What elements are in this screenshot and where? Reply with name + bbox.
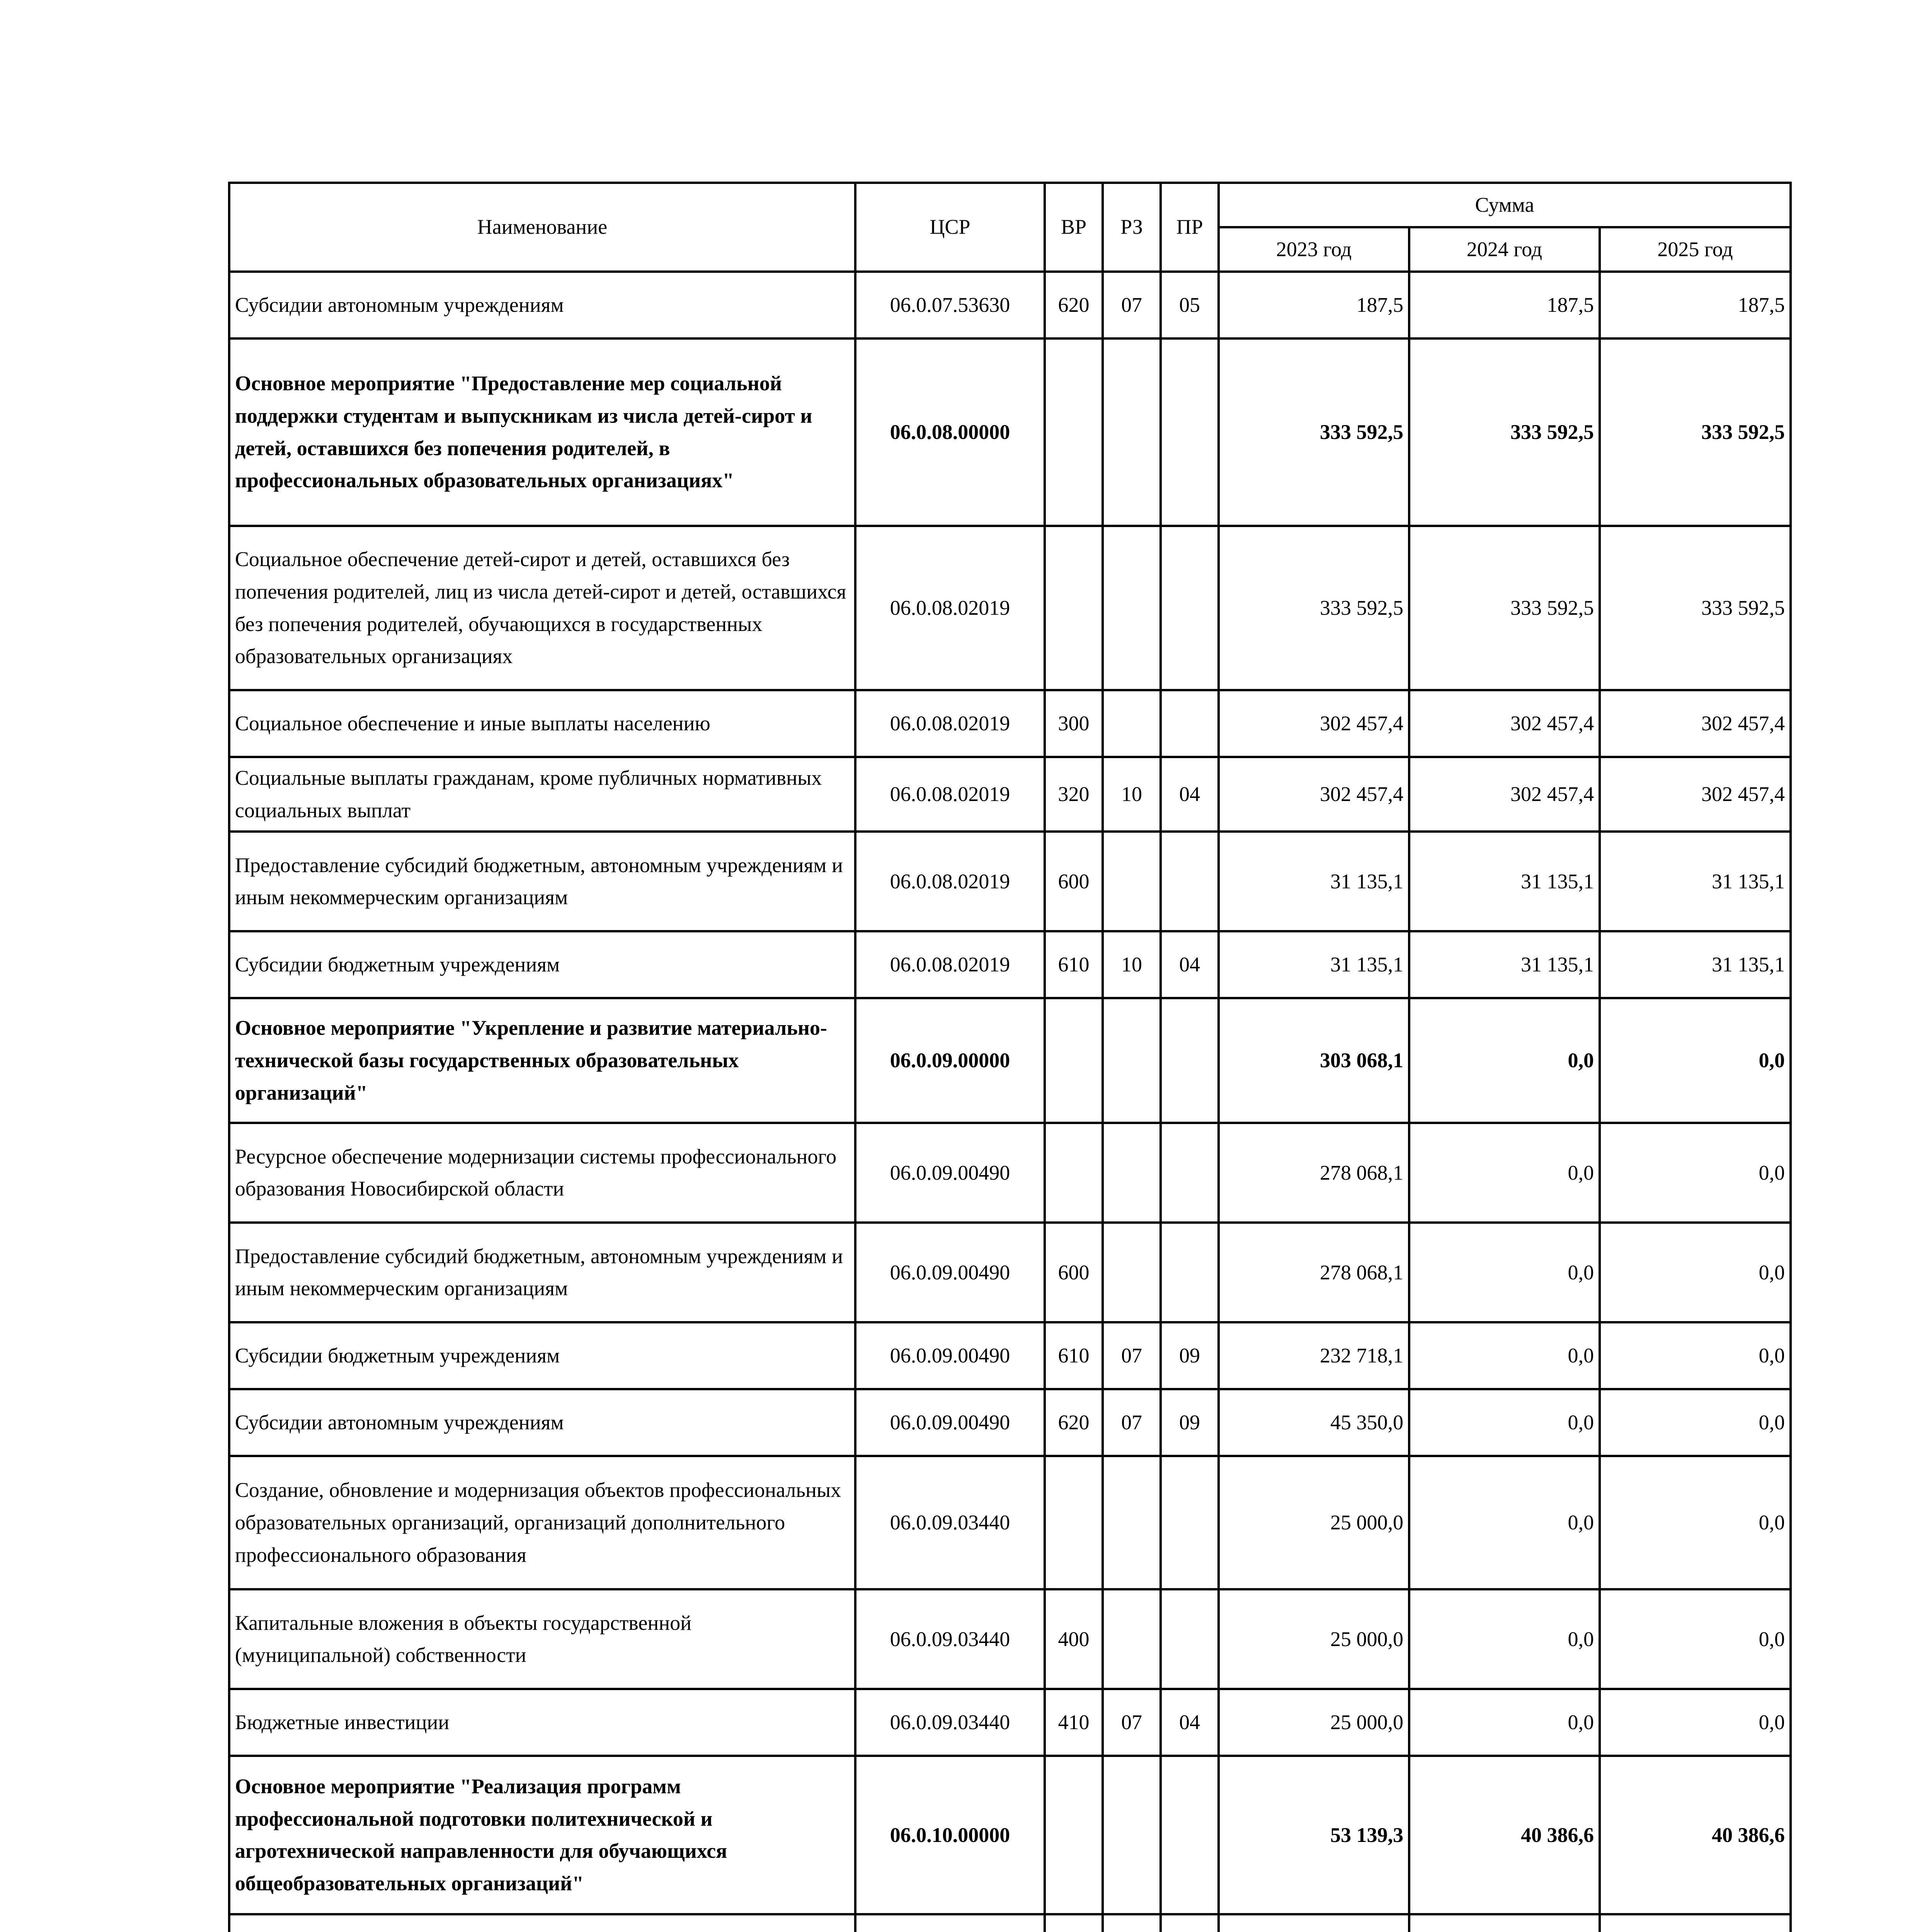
header-sum: Сумма: [1219, 183, 1791, 227]
table-row: [229, 690, 1791, 757]
row-sum-2025: 31 135,1: [1600, 832, 1791, 931]
row-sum-2023: 31 135,1: [1219, 931, 1409, 998]
row-rz: 07: [1103, 1389, 1161, 1456]
row-sum-2025: 0,0: [1600, 1689, 1791, 1756]
row-sum-2024: 0,0: [1409, 998, 1600, 1123]
row-name: Капитальные вложения в объекты государственной (муниципальной) собственности: [229, 1589, 855, 1689]
row-sum-2025: 40 386,6: [1600, 1756, 1791, 1914]
table-row: [229, 1123, 1791, 1223]
row-vr: 600: [1045, 832, 1103, 931]
row-pr: [1161, 1223, 1219, 1322]
row-pr: [1161, 1914, 1219, 1932]
header-pr: ПР: [1161, 183, 1219, 272]
row-sum-2024: 0,0: [1409, 1689, 1600, 1756]
row-name: Основное мероприятие "Предоставление мер социальной поддержки студентам и выпускникам из числа детей-сирот и детей, оставшихся без попечения родителей, в профессиональных образовательных организациях": [229, 338, 855, 526]
row-sum-2023: 187,5: [1219, 272, 1409, 338]
row-sum-2023: 25 000,0: [1219, 1689, 1409, 1756]
row-sum-2024: 0,0: [1409, 1322, 1600, 1389]
row-rz: [1103, 526, 1161, 690]
header-vr: ВР: [1045, 183, 1103, 272]
table-row: [229, 1456, 1791, 1589]
row-sum-2025: 0,0: [1600, 1456, 1791, 1589]
row-sum-2023: 278 068,1: [1219, 1223, 1409, 1322]
row-sum-2023: 278 068,1: [1219, 1123, 1409, 1223]
row-vr: 610: [1045, 1322, 1103, 1389]
table-row: [229, 272, 1791, 338]
row-sum-2025: [1600, 1914, 1791, 1932]
table-row: [229, 1389, 1791, 1456]
row-name: Субсидии бюджетным учреждениям: [229, 1322, 855, 1389]
row-pr: [1161, 1456, 1219, 1589]
row-rz: [1103, 1756, 1161, 1914]
row-sum-2023: 25 000,0: [1219, 1456, 1409, 1589]
row-name: Социальные выплаты гражданам, кроме публичных нормативных социальных выплат: [229, 757, 855, 832]
row-vr: 410: [1045, 1689, 1103, 1756]
row-sum-2024: 40 386,6: [1409, 1756, 1600, 1914]
row-sum-2023: 333 592,5: [1219, 338, 1409, 526]
row-name: [229, 1914, 855, 1932]
row-name: Предоставление субсидий бюджетным, автономным учреждениям и иным некоммерческим организациям: [229, 832, 855, 931]
row-sum-2025: 31 135,1: [1600, 931, 1791, 998]
row-rz: [1103, 832, 1161, 931]
row-vr: [1045, 1914, 1103, 1932]
table-row: [229, 1322, 1791, 1389]
row-csr: 06.0.08.02019: [855, 526, 1045, 690]
row-csr: [855, 1914, 1045, 1932]
table-row: [229, 998, 1791, 1123]
row-name: Ресурсное обеспечение модернизации системы профессионального образования Новосибирской области: [229, 1123, 855, 1223]
row-rz: 10: [1103, 757, 1161, 832]
row-vr: 300: [1045, 690, 1103, 757]
row-rz: 07: [1103, 272, 1161, 338]
row-rz: 10: [1103, 931, 1161, 998]
row-name: Субсидии автономным учреждениям: [229, 1389, 855, 1456]
table-row: [229, 931, 1791, 998]
row-csr: 06.0.09.00490: [855, 1123, 1045, 1223]
row-vr: [1045, 1456, 1103, 1589]
row-vr: 620: [1045, 272, 1103, 338]
row-vr: 610: [1045, 931, 1103, 998]
row-csr: 06.0.09.03440: [855, 1589, 1045, 1689]
row-sum-2025: 187,5: [1600, 272, 1791, 338]
row-sum-2024: 31 135,1: [1409, 931, 1600, 998]
row-name: Социальное обеспечение и иные выплаты населению: [229, 690, 855, 757]
row-sum-2023: 333 592,5: [1219, 526, 1409, 690]
row-vr: [1045, 338, 1103, 526]
row-rz: [1103, 338, 1161, 526]
row-csr: 06.0.08.02019: [855, 931, 1045, 998]
row-rz: [1103, 1589, 1161, 1689]
row-rz: [1103, 1914, 1161, 1932]
header-year-2023: 2023 год: [1219, 227, 1409, 272]
budget-table: [228, 182, 1792, 1932]
row-pr: [1161, 526, 1219, 690]
table-row: [229, 338, 1791, 526]
row-csr: 06.0.09.03440: [855, 1689, 1045, 1756]
row-pr: 09: [1161, 1389, 1219, 1456]
table-row: [229, 1689, 1791, 1756]
table-row: [229, 1756, 1791, 1914]
row-sum-2024: 302 457,4: [1409, 757, 1600, 832]
row-sum-2023: 232 718,1: [1219, 1322, 1409, 1389]
row-sum-2024: 0,0: [1409, 1589, 1600, 1689]
row-sum-2025: 0,0: [1600, 1322, 1791, 1389]
row-vr: 400: [1045, 1589, 1103, 1689]
row-rz: [1103, 690, 1161, 757]
row-sum-2023: [1219, 1914, 1409, 1932]
row-name: Бюджетные инвестиции: [229, 1689, 855, 1756]
row-rz: 07: [1103, 1322, 1161, 1389]
row-pr: 05: [1161, 272, 1219, 338]
row-csr: 06.0.09.03440: [855, 1456, 1045, 1589]
row-csr: 06.0.07.53630: [855, 272, 1045, 338]
row-csr: 06.0.09.00490: [855, 1322, 1045, 1389]
table-row: [229, 526, 1791, 690]
header-rz: РЗ: [1103, 183, 1161, 272]
table-header: [229, 183, 1791, 272]
row-sum-2024: 333 592,5: [1409, 338, 1600, 526]
row-name: Субсидии автономным учреждениям: [229, 272, 855, 338]
row-pr: 04: [1161, 757, 1219, 832]
row-rz: [1103, 1456, 1161, 1589]
row-sum-2023: 303 068,1: [1219, 998, 1409, 1123]
header-name: Наименование: [229, 183, 855, 272]
row-pr: [1161, 1756, 1219, 1914]
row-pr: 04: [1161, 1689, 1219, 1756]
row-name: Предоставление субсидий бюджетным, автономным учреждениям и иным некоммерческим организациям: [229, 1223, 855, 1322]
row-name: Создание, обновление и модернизация объектов профессиональных образовательных организаций, организаций дополнительного профессионального образования: [229, 1456, 855, 1589]
row-pr: [1161, 1123, 1219, 1223]
row-rz: 07: [1103, 1689, 1161, 1756]
row-sum-2023: 302 457,4: [1219, 690, 1409, 757]
row-vr: 620: [1045, 1389, 1103, 1456]
row-vr: 600: [1045, 1223, 1103, 1322]
row-sum-2024: 0,0: [1409, 1223, 1600, 1322]
row-sum-2024: 0,0: [1409, 1123, 1600, 1223]
row-sum-2025: 0,0: [1600, 1589, 1791, 1689]
row-sum-2024: 333 592,5: [1409, 526, 1600, 690]
header-year-2025: 2025 год: [1600, 227, 1791, 272]
row-pr: [1161, 690, 1219, 757]
row-sum-2024: 302 457,4: [1409, 690, 1600, 757]
table-body: [229, 272, 1791, 1932]
row-sum-2023: 302 457,4: [1219, 757, 1409, 832]
row-vr: [1045, 998, 1103, 1123]
row-csr: 06.0.08.00000: [855, 338, 1045, 526]
table-row: [229, 1223, 1791, 1322]
row-rz: [1103, 998, 1161, 1123]
row-sum-2025: 302 457,4: [1600, 757, 1791, 832]
row-sum-2023: 25 000,0: [1219, 1589, 1409, 1689]
row-sum-2025: 333 592,5: [1600, 338, 1791, 526]
row-vr: 320: [1045, 757, 1103, 832]
table-row: [229, 1589, 1791, 1689]
row-sum-2025: 0,0: [1600, 1223, 1791, 1322]
row-csr: 06.0.10.00000: [855, 1756, 1045, 1914]
row-sum-2025: 0,0: [1600, 1123, 1791, 1223]
row-csr: 06.0.08.02019: [855, 757, 1045, 832]
row-csr: 06.0.09.00490: [855, 1389, 1045, 1456]
row-sum-2025: 0,0: [1600, 998, 1791, 1123]
row-name: Основное мероприятие "Укрепление и развитие материально-технической базы государственных образовательных организаций": [229, 998, 855, 1123]
row-name: Субсидии бюджетным учреждениям: [229, 931, 855, 998]
row-pr: [1161, 338, 1219, 526]
row-pr: 04: [1161, 931, 1219, 998]
row-pr: 09: [1161, 1322, 1219, 1389]
row-sum-2023: 53 139,3: [1219, 1756, 1409, 1914]
table-row: [229, 832, 1791, 931]
row-sum-2024: [1409, 1914, 1600, 1932]
row-csr: 06.0.09.00000: [855, 998, 1045, 1123]
row-sum-2024: 31 135,1: [1409, 832, 1600, 931]
row-csr: 06.0.08.02019: [855, 832, 1045, 931]
table-row: [229, 757, 1791, 832]
row-sum-2023: 31 135,1: [1219, 832, 1409, 931]
row-name: Социальное обеспечение детей-сирот и детей, оставшихся без попечения родителей, лиц из числа детей-сирот и детей, оставшихся без попечения родителей, обучающихся в государственных образовательных организациях: [229, 526, 855, 690]
header-year-2024: 2024 год: [1409, 227, 1600, 272]
row-sum-2023: 45 350,0: [1219, 1389, 1409, 1456]
header-csr: ЦСР: [855, 183, 1045, 272]
row-csr: 06.0.09.00490: [855, 1223, 1045, 1322]
row-sum-2025: 302 457,4: [1600, 690, 1791, 757]
row-name: Основное мероприятие "Реализация программ профессиональной подготовки политехнической и агротехнической направленности для обучающихся общеобразовательных организаций": [229, 1756, 855, 1914]
row-sum-2024: 0,0: [1409, 1456, 1600, 1589]
row-csr: 06.0.08.02019: [855, 690, 1045, 757]
row-sum-2024: 187,5: [1409, 272, 1600, 338]
row-pr: [1161, 998, 1219, 1123]
row-vr: [1045, 526, 1103, 690]
row-rz: [1103, 1123, 1161, 1223]
row-rz: [1103, 1223, 1161, 1322]
table-row: [229, 1914, 1791, 1932]
row-pr: [1161, 832, 1219, 931]
row-vr: [1045, 1756, 1103, 1914]
row-sum-2025: 333 592,5: [1600, 526, 1791, 690]
row-sum-2024: 0,0: [1409, 1389, 1600, 1456]
row-pr: [1161, 1589, 1219, 1689]
row-vr: [1045, 1123, 1103, 1223]
row-sum-2025: 0,0: [1600, 1389, 1791, 1456]
